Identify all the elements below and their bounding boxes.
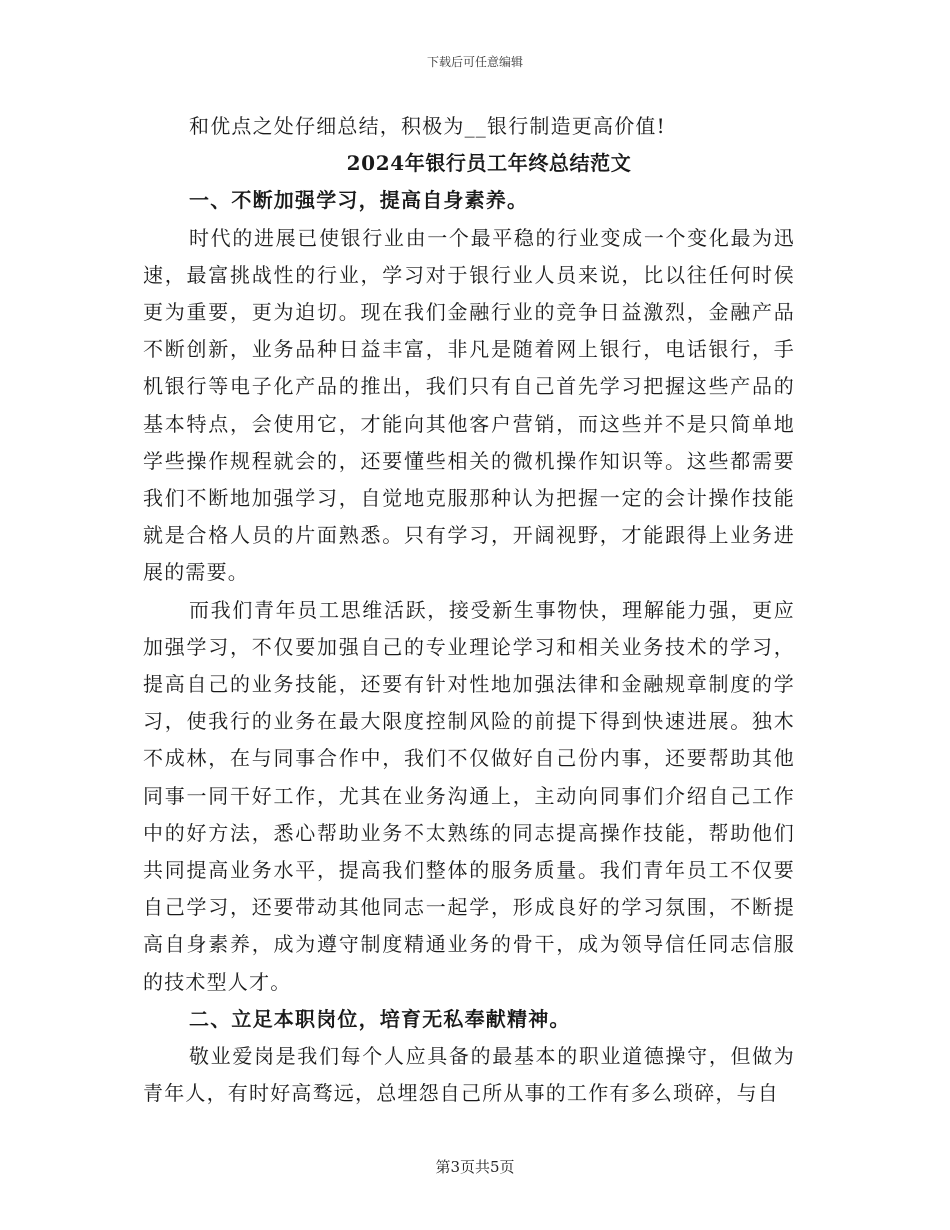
page-number: 第3页共5页 — [435, 1158, 515, 1176]
header-note: 下载后可任意编辑 — [426, 55, 523, 69]
section-2-heading: 二、立足本职岗位，培育无私奉献精神。 — [189, 1006, 571, 1031]
document-body — [143, 108, 795, 1112]
section-2-paragraph-1: 敬业爱岗是我们每个人应具备的最基本的职业道德操守，但做为青年人，有时好高骛远，总埋怨自己所从事的工作有多么琐碎，与自 — [143, 1044, 795, 1106]
section-1-paragraph-2: 而我们青年员工思维活跃，接受新生事物快，理解能力强，更应加强学习，不仅要加强自己的专业理论学习和相关业务技术的学习，提高自己的业务技能，还要有针对性地加强法律和金融规章制度的学习，使我行的业务在最大限度控制风险的前提下得到快速进展。独木不成林，在与同事合作中，我们不仅做好自己份内事，还要帮助其他同事一同干好工作，尤其在业务沟通上，主动向同事们介绍自己工作中的好方法，悉心帮助业务不太熟练的同志提高操作技能，帮助他们共同提高业务水平，提高我们整体的服务质量。我们青年员工不仅要自己学习，还要带动其他同志一起学，形成良好的学习氛围，不断提高自身素养，成为遵守制度精通业务的骨干，成为领导信任同志信服的技术型人才。 — [143, 597, 795, 994]
section-1-heading: 一、不断加强学习，提高自身素养。 — [189, 188, 529, 213]
section-1-paragraph-1: 时代的进展已使银行业由一个最平稳的行业变成一个变化最为迅速，最富挑战性的行业，学习对于银行业人员来说，比以往任何时侯更为重要，更为迫切。现在我们金融行业的竞争日益激烈，金融产品不断创新，业务品种日益丰富，非凡是随着网上银行，电话银行，手机银行等电子化产品的推出，我们只有自己首先学习把握这些产品的基本特点，会使用它，才能向其他客户营销，而这些并不是只简单地学些操作规程就会的，还要懂些相关的微机操作知识等。这些都需要我们不断地加强学习，自觉地克服那种认为把握一定的会计操作技能就是合格人员的片面熟悉。只有学习，开阔视野，才能跟得上业务进展的需要。 — [143, 225, 795, 585]
document-title: 2024年银行员工年终总结范文 — [346, 151, 632, 176]
intro-line: 和优点之处仔细总结，积极为__银行制造更高价值! — [189, 114, 666, 138]
